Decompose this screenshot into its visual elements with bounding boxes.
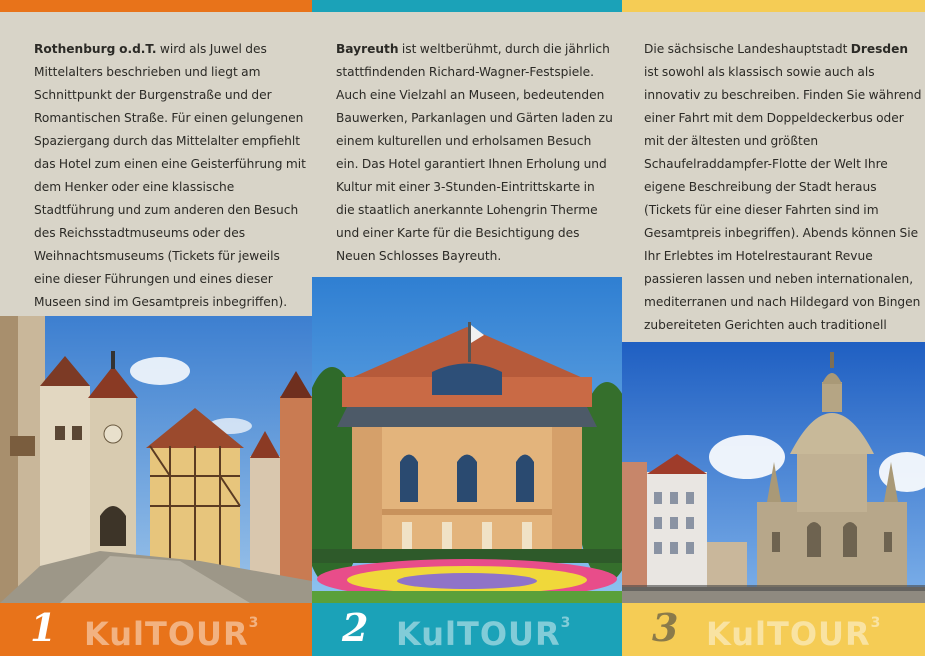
dresden-photo [622,342,925,608]
top-color-bar [312,0,622,12]
paragraph-text: ist weltberühmt, durch die jährlich stattfindenden Richard-Wagner-Festspiele. Auch eine Vielzahl an Museen, bedeutenden Bauwerken, Parkanlagen und Gärten laden zu einem kulturellen und erholsamen Besuch ein. Das Hotel garantiert Ihnen Erholung und Kultur mit einer 3-Stunden-Eintrittskarte in die staatlich anerkannte Lohengrin Therme und einer Karte für die Besichtigung des Neuen Schlosses Bayreuth. [336,42,613,263]
footer-band [0,603,312,656]
brand-text: KulTOUR [396,615,561,653]
city-name: Dresden [850,42,909,56]
column-rothenburg [0,0,312,656]
top-color-bar [0,0,312,12]
column-dresden [622,0,925,656]
paragraph-text: wird als Juwel des Mittelalters beschrieben und liegt am Schnittpunkt der Burgenstraße und der Romantischen Straße. Für einen gelungenen Spaziergang durch das Mittelalter empfiehlt das Hotel zum einen eine Geisterführung mit dem Henker oder eine klassische Stadtführung und zum anderen den Besuch des Reichsstadtmuseums oder des Weihnachtsmuseums (Tickets für jeweils eine dieser Führungen und eines dieser Museen sind im Gesamtpreis inbegriffen). [34,42,306,309]
footer-band [622,603,925,656]
column-text [644,38,923,360]
brand-logo [84,615,259,653]
city-name: Bayreuth [336,42,399,56]
footer-band [312,603,622,656]
column-text [34,38,306,314]
page-number: 3 [652,605,679,650]
bayreuth-photo [312,277,622,603]
brand-text: KulTOUR [84,615,249,653]
brand-logo [706,615,881,653]
paragraph-intro: Die sächsische Landeshauptstadt [644,42,851,56]
city-name: Rothenburg o.d.T. [34,42,157,56]
brand-logo [396,615,571,653]
page-number: 2 [342,605,369,650]
page-number: 1 [30,605,57,650]
column-text [336,38,616,268]
brand-superscript: 3 [870,615,882,631]
brand-superscript: 3 [560,615,572,631]
brand-superscript: 3 [248,615,260,631]
rothenburg-photo [0,316,312,603]
top-color-bar [622,0,925,12]
brand-text: KulTOUR [706,615,871,653]
paragraph-text: ist sowohl als klassisch sowie auch als innovativ zu beschreiben. Finden Sie während einer Fahrt mit dem Doppeldeckerbus oder mit der ältesten und größten Schaufelraddampfer-Flotte der Welt Ihre eigene Beschreibung der Stadt heraus (Tickets für eine dieser Fahrten sind im Gesamtpreis inbegriffen). Abends können Sie Ihr Erlebtes im Hotelrestaurant Revue passieren lassen und neben internationalen, mediterranen und nach Hildegard von Bingen zubereiteten Gerichten auch traditionell [644,65,922,332]
column-bayreuth [312,0,622,656]
